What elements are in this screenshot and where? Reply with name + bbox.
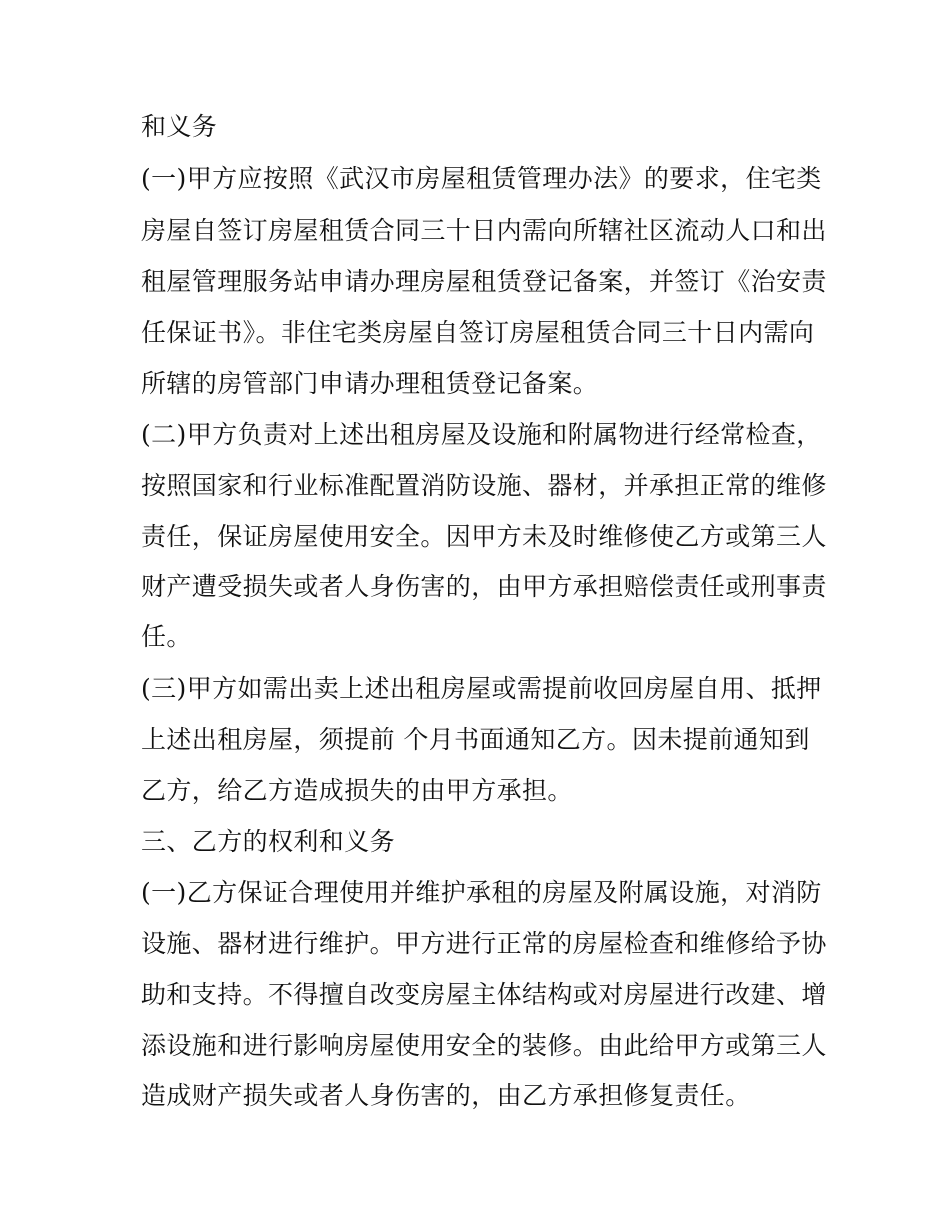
- text-line: 乙方，给乙方造成损失的由甲方承担。: [141, 776, 573, 805]
- text-line: 按照国家和行业标准配置消防设施、器材，并承担正常的维修: [141, 471, 827, 500]
- text-line: 上述出租房屋，须提前 个月书面通知乙方。因未提前通知到: [141, 725, 810, 754]
- text-line: 责任，保证房屋使用安全。因甲方未及时维修使乙方或第三人: [141, 522, 827, 551]
- text-line: 租屋管理服务站申请办理房屋租赁登记备案，并签订《治安责: [141, 267, 827, 296]
- text-line: 所辖的房管部门申请办理租赁登记备案。: [141, 369, 599, 398]
- text-line: 设施、器材进行维护。甲方进行正常的房屋检查和维修给予协: [141, 929, 827, 958]
- text-line: 添设施和进行影响房屋使用安全的装修。由此给甲方或第三人: [141, 1031, 827, 1060]
- text-line: 房屋自签订房屋租赁合同三十日内需向所辖社区流动人口和出: [141, 216, 827, 245]
- text-line: (二)甲方负责对上述出租房屋及设施和附属物进行经常检查，: [141, 420, 822, 449]
- text-line: 和义务: [141, 112, 218, 141]
- text-line: 任。: [141, 622, 192, 651]
- text-line: (三)甲方如需出卖上述出租房屋或需提前收回房屋自用、抵押: [141, 674, 822, 703]
- text-line: 造成财产损失或者人身伤害的，由乙方承担修复责任。: [141, 1081, 751, 1110]
- text-line: (一)甲方应按照《武汉市房屋租赁管理办法》的要求，住宅类: [141, 164, 822, 193]
- text-line: 任保证书》。非住宅类房屋自签订房屋租赁合同三十日内需向: [141, 318, 815, 347]
- text-line: (一)乙方保证合理使用并维护承租的房屋及附属设施，对消防: [141, 878, 822, 907]
- text-line: 财产遭受损失或者人身伤害的，由甲方承担赔偿责任或刑事责: [141, 572, 827, 601]
- text-line: 助和支持。不得擅自改变房屋主体结构或对房屋进行改建、增: [141, 980, 827, 1009]
- section-heading: 三、乙方的权利和义务: [141, 827, 396, 856]
